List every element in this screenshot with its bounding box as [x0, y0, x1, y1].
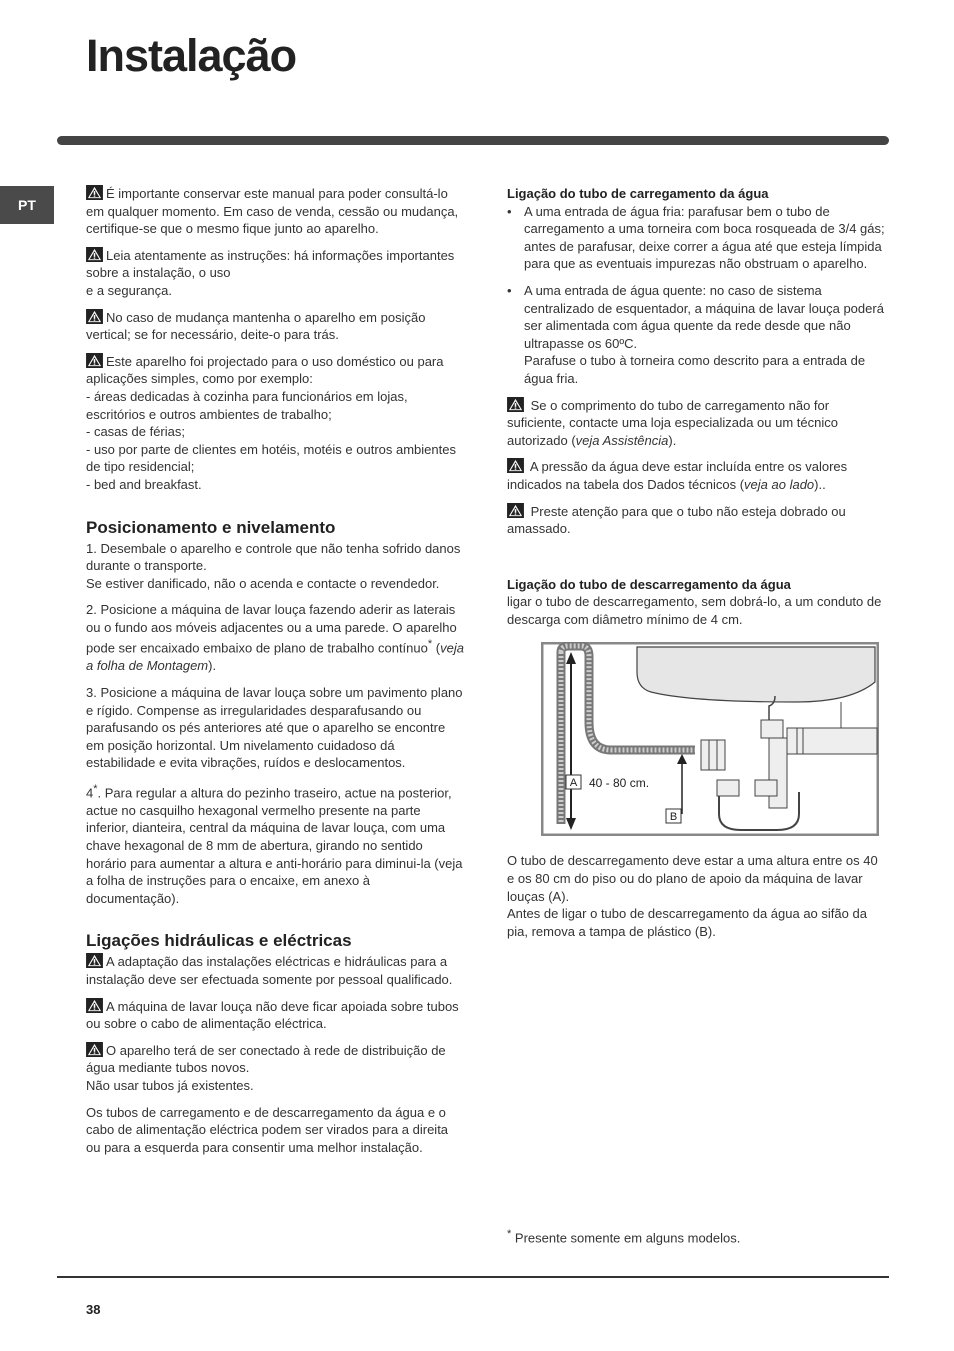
- warning-icon: [86, 1042, 103, 1057]
- section-heading-positioning: Posicionamento e nivelamento: [86, 517, 336, 537]
- drain-cap-text: Antes de ligar o tubo de descarregamento da água ao sifão da pia, remova a tampa de plástico (B).: [507, 906, 867, 939]
- warning-icon: [86, 953, 103, 968]
- load-warning-2: A pressão da água deve estar incluída entre os valores indicados na tabela dos Dados técnicos (veja ao lado)..: [507, 459, 848, 492]
- intro-paragraph-2: Leia atentamente as instruções: há informações importantes sobre a instalação, o uso e a segurança.: [86, 247, 455, 298]
- drain-hose-heading: Ligação do tubo de descarregamento da água: [507, 576, 791, 592]
- load-hose-heading: Ligação do tubo de carregamento da água: [507, 186, 769, 201]
- warning-icon: [507, 397, 524, 412]
- footnote: * Presente somente em alguns modelos.: [507, 1228, 741, 1246]
- connections-paragraph-3: O aparelho terá de ser conectado à rede de distribuição de água mediante tubos novos. Não usar tubos já existentes.: [86, 1042, 446, 1093]
- header-rule: [57, 136, 889, 145]
- warning-icon: [507, 458, 524, 473]
- positioning-step-4: 4*. Para regular a altura do pezinho traseiro, actue na posterior, actue no casquilho hexagonal vermelho presente na parte inferior, dianteira, central da máquina de lavar louça, com uma chave hexagonal de 8 mm de abertura, girando no sentido horário para aumentar a altura e anti-horário para diminui-la (veja a folha de instruções para o encaixe, em anexo à documentação).: [86, 782, 463, 906]
- right-column: [507, 185, 887, 949]
- load-warning-3: Preste atenção para que o tubo não esteja dobrado ou amassado.: [507, 503, 846, 537]
- section-heading-connections: Ligações hidráulicas e eléctricas: [86, 931, 352, 951]
- page-title: Instalação: [86, 30, 297, 81]
- drain-height-text: O tubo de descarregamento deve estar a uma altura entre os 40 e os 80 cm do piso ou do plano de apoio da máquina de lavar louças (A).: [507, 853, 878, 904]
- left-column: [86, 185, 466, 1165]
- intro-paragraph-4: Este aparelho foi projectado para o uso doméstico ou para aplicações simples, como por exemplo: - áreas dedicadas à cozinha para funcionários em lojas, escritórios e outros ambientes de trabalho; - casas de férias; - uso por parte de clientes em hotéis, motéis e outros ambientes de tipo residencial; - bed and breakfast.: [86, 353, 456, 492]
- warning-icon: [86, 247, 103, 262]
- warning-icon: [86, 998, 103, 1013]
- list-item: • A uma entrada de água quente: no caso de sistema centralizado de esquentador, a máquina de lavar louça poderá ser alimentada com água quente da rede desde que não ultrapasse os 60ºC. Parafuse o tubo à torneira como descrito para a entrada de água fria.: [507, 282, 887, 388]
- diagram-label-a: A: [569, 777, 578, 790]
- list-item: • A uma entrada de água fria: parafusar bem o tubo de carregamento a uma torneira com boca rosqueada de 3/4 gás; antes de parafusar, deixe correr a água até que esteja límpida para que as eventuais impurezas não obstruam o aparelho.: [507, 203, 887, 273]
- connections-paragraph-2: A máquina de lavar louça não deve ficar apoiada sobre tubos ou sobre o cabo de alimentação eléctrica.: [86, 998, 459, 1032]
- drain-hose-text: ligar o tubo de descarregamento, sem dobrá-lo, a um conduto de descarga com diâmetro mínimo de 4 cm.: [507, 594, 882, 627]
- load-hose-list: [507, 203, 887, 388]
- positioning-step-3: 3. Posicione a máquina de lavar louça sobre um pavimento plano e rígido. Compense as irregularidades desparafusando ou parafusando os pés anteriores até que o aparelho se encontre em posição horizontal. Um nivelamento cuidadoso dá estabilidade e evita vibrações, ruídos e deslocamentos.: [86, 684, 463, 771]
- drain-hose-diagram: [541, 642, 879, 836]
- footer-rule: [57, 1276, 889, 1278]
- page-number: 38: [86, 1302, 101, 1317]
- language-tab: PT: [0, 186, 54, 224]
- warning-icon: [86, 353, 103, 368]
- positioning-step-2: 2. Posicione a máquina de lavar louça fazendo aderir as laterais ou o fundo aos móveis adjacentes ou a uma parede. O aparelho pode ser encaixado embaixo de plano de trabalho contínuo* (veja a folha de Montagem).: [86, 602, 464, 674]
- load-warning-1: Se o comprimento do tubo de carregamento não for suficiente, contacte uma loja especializada ou um técnico autorizado (veja Assistência).: [507, 397, 838, 448]
- diagram-label-b: B: [669, 811, 678, 824]
- warning-icon: [86, 309, 103, 324]
- connections-paragraph-1: A adaptação das instalações eléctricas e hidráulicas para a instalação deve ser efectuada somente por pessoal qualificado.: [86, 954, 453, 988]
- warning-icon: [507, 503, 524, 518]
- positioning-step-1: 1. Desembale o aparelho e controle que não tenha sofrido danos durante o transporte. Se estiver danificado, não o acenda e contacte o revendedor.: [86, 540, 461, 591]
- intro-paragraph-1: É importante conservar este manual para poder consultá-lo em qualquer momento. Em caso de venda, cessão ou mudança, certifique-se que o mesmo fique junto ao aparelho.: [86, 186, 459, 237]
- diagram-label-range: 40 - 80 cm.: [589, 776, 650, 791]
- connections-paragraph-4: Os tubos de carregamento e de descarregamento da água e o cabo de alimentação eléctrica podem ser virados para a direita ou para a esquerda para consentir uma melhor instalação.: [86, 1104, 449, 1155]
- warning-icon: [86, 185, 103, 200]
- intro-paragraph-3: No caso de mudança mantenha o aparelho em posição vertical; se for necessário, deite-o para trás.: [86, 309, 426, 343]
